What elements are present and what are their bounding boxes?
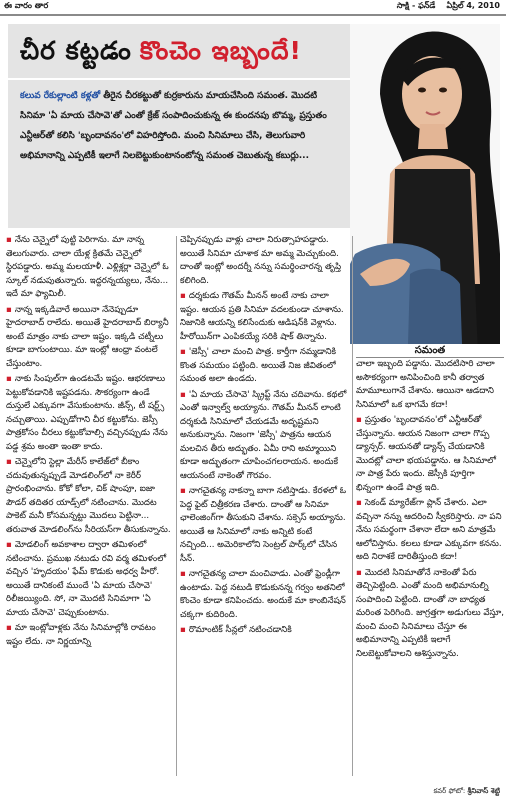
article-column-1 — [6, 234, 172, 651]
article-paragraph: ▪ నాగచైతన్య చాలా మంచివాడు. ఎంతో ఫ్రెండ్లీగా ఉంటాడు. పెద్ద నటుడి కొడుకునన్న గర్వం అతనిలో కొంచెం కూడా కనిపించదు. అందుకే మా కాంబినేషన్ చక్కగా కుదిరింది. — [180, 568, 348, 622]
intro-highlight: కలువ రేకుల్లాంటి కళ్లతో — [20, 91, 101, 101]
article-column-3 — [356, 358, 504, 663]
cover-photo — [350, 24, 500, 344]
article-paragraph: ▪ మొదటి సినిమాతోనే నాకెంతో పేరు తెచ్చిపెట్టింది. ఎంతో మంది అభిమానుల్ని సంపాదించి పెట్టింది. దాంతో నా బాధ్యత మరింత పెరిగింది. జాగ్రత్తగా అడుగులు వేస్తూ, మంచి మంచి సినిమాలు చేస్తూ ఈ అభిమానాన్ని ఎప్పటికీ ఇలాగే నిలబెట్టుకోవాలని ఆశిస్తున్నాను. — [356, 567, 504, 662]
article-paragraph: ▪ ప్రస్తుతం 'బృందావనం'లో ఎన్టీఆర్‌తో చేస్తున్నాను. ఆయన నిజంగా చాలా గొప్ప డ్యాన్సర్. ఆయనతో డ్యాన్స్ చేయడానికి మొదట్లో చాలా భయపడ్డాను. ఆ సినిమాలో నా పాత్ర పేరు ఇందు. జెస్సీకి పూర్తిగా భిన్నంగా ఉండే పాత్ర ఇది. — [356, 414, 504, 495]
title-divider — [8, 78, 350, 80]
article-paragraph: ▪ మా ఇంట్లోవాళ్లకు నేను సినిమాల్లోకి రావటం ఇష్టం లేదు. నా నిర్ణయాన్ని — [6, 622, 172, 649]
publication-name: సాక్షి - ఫన్‌డే — [396, 1, 436, 10]
column-divider-2 — [352, 236, 353, 776]
photo-credit-name: శ్రీనివాస్ శెట్టి — [467, 787, 500, 795]
header-rule — [0, 14, 506, 16]
interviewee-name: సమంత — [356, 344, 504, 358]
article-paragraph: ▪ నాన్న ఇక్కడివారే అయినా నేనెప్పుడూ హైదరాబాద్ రాలేదు. అయితే హైదరాబాద్ బిర్యానీ అంటే మాత్రం నాకు చాలా ఇష్టం. ఇక్కడి చట్నీలు కూడా బాగుంటాయి. మా ఇంట్లో ఆంధ్రా వంటలే చేస్తుంటాం. — [6, 304, 172, 372]
article-paragraph: ▪ 'జెస్సీ' చాలా మంచి పాత్ర. కార్తీగా నమ్మడానికి కొంత సమయం పట్టింది. అయితే నిజ జీవితంలో సమంత అలా ఉండదు. — [180, 346, 348, 387]
issue-date: ఏప్రిల్ 4, 2010 — [446, 1, 500, 10]
publication-date-line — [397, 1, 500, 12]
section-label: ఈ వారం తార — [4, 1, 49, 10]
article-paragraph: చాలా ఇబ్బంది పడ్డాను. మొదటిసారి చాలా అసౌకర్యంగా అనిపించింది కానీ తర్వాత మామూలుగానే చేశాను. ఆయినా ఆడదాని సినిమాలో ఒక భాగమే కదా! — [356, 359, 495, 410]
article-column-2 — [180, 234, 348, 640]
article-paragraph: ▪ నాగచైతన్య నాకన్నా బాగా నటిస్తాడు. కేరళలో ఓ పెద్ద ఫైట్ చిత్రీకరణ చేశారు. దాంతో ఆ సినిమా ఛాలెంజింగ్‌గా తీసుకుని చేశాను. సక్సెస్ అయ్యాను. అయితే ఆ సినిమాలో నాకు అన్నిటి కంటే నచ్చింది... అమెరికాలోని సెంట్రల్ పార్క్‌లో చేసిన సీన్. — [180, 485, 348, 566]
column-divider-1 — [176, 236, 177, 776]
title-part-red: కొంచెం ఇబ్బందే! — [139, 36, 302, 65]
article-paragraph: ▪ నేను చెన్నైలో పుట్టి పెరిగాను. మా నాన్న తెలుగువారు. చాలా యేళ్ల క్రితమే చెన్నైలో స్థిరపడ్డారు. అమ్మ మలయాళీ. ఎళ్లిశ్లర్లా చెన్నైలో ఓ స్కూల్ నడుపుతున్నారు. ఇద్దరన్నయ్యలు, నేను... ఇదే మా ఫ్యామిలీ. — [6, 234, 172, 302]
article-paragraph: ▪ నాకు సింపుల్‌గా ఉండటమే ఇష్టం. ఆభరణాలు పెట్టుకోవడానికి ఇష్టపడను. సౌకర్యంగా ఉండే దుస్తులే ఎక్కువగా వేసుకుంటాను. జీన్స్, టీ షర్ట్స్ నచ్చుతాయి. ఎప్పుడోగాని చీర కట్టుకోను. జెస్సీ పాత్రకోసం చీరలు కట్టుకోవాల్సి వచ్చినప్పుడు నేను పడ్డ శ్రమ అంతా ఇంతా కాదు. — [6, 373, 172, 454]
article-intro — [20, 86, 342, 166]
article-paragraph: చెప్పినప్పుడు వాళ్లు చాలా నిరుత్సాహపడ్డారు. అయితే సినిమా చూశాక మా అమ్మ మెచ్చుకుంది. దాంతో ఇంట్లో అందర్నీ నన్ను సమర్థించారన్న తృప్తి కలిగింది. — [180, 235, 342, 286]
article-paragraph: ▪ 'ఏ మాయ చేసావె' స్క్రిప్ట్ నేను చదివాను. కథలో ఎంతో ఇన్వాల్వ్ అయ్యాను. గౌతమ్ మీనన్ లాంటి దర్శకుడి సినిమాలో చేయడమే అదృష్టమని అనుకున్నాను. నిజంగా 'జెస్సీ' పాత్రను ఆయన మలచిన తీరు అద్భుతం. ఏమీ రాని అమ్మాయిని కూడా అద్భుతంగా చూపించగలరాయన. అందుకే ఆయనంటే నాకెంతో గౌరవం. — [180, 389, 348, 484]
title-part-black: చీర కట్టడం — [20, 36, 132, 65]
article-paragraph: ▪ రొమాంటిక్ సీన్లలో నటించడానికి — [180, 624, 348, 638]
article-title — [20, 36, 302, 72]
article-paragraph: ▪ మోడలింగ్ అవకాశాల ద్వారా తమిళంలో నటించాను. ప్రముఖ నటుడు రవి వర్మ తమిళంలో వచ్చిన 'హృదయం' ఫేమ్ కొడుకు అధర్వ హీరో. అయితే దానికంటే ముందే 'ఏ మాయ చేసావె' రిలీజయ్యింది. సో, నా మొదటి సినిమాగా 'ఏ మాయ చేసావె' చెప్పుకుంటాను. — [6, 539, 172, 620]
article-paragraph: ▪ సెకండ్ మ్యారేజ్‌గా ప్లాన్ చేశారు. ఎలా వచ్చినా నన్ను ఆదరించి స్వీకరిస్తారు. నా పని నేను సమర్థంగా చేశానా లేదా అని మాత్రమే ఆలోచిస్తాను. కలలు కూడా ఎక్కువగా కనను. అది నిరాశకే దారితీస్తుంది కదా! — [356, 497, 504, 565]
intro-body: తీరైన చీరకట్టుతో కుర్రకారును మాయచేసింది సమంత. మొదటి సినిమా 'ఏ మాయ చేసావె'తో ఎంతో క్రేజ్ సంపాదించుకున్న ఈ కుందనపు బొమ్మ, ప్రస్తుతం ఎన్టీఆర్‌తో కలిసి 'బృందావనం'లో విహరిస్తోంది. మంచి సినిమాలు చేసి, తెలుగువారి అభిమానాన్ని ఎప్పటికీ ఇలాగే నిలబెట్టుకుంటానంటోన్న సమంత చెబుతున్న కబుర్లు... — [20, 91, 327, 161]
photo-credit — [434, 787, 501, 797]
page-header — [0, 0, 506, 14]
article-paragraph: ▪ చెన్నైలోని స్టెల్లా మేరీస్ కాలేజ్‌లో బీకాం చదువుతున్నప్పుడే మోడలింగ్‌లో నా కెరీర్ ప్రారంభించాను. కోకో కోలా, చిక్ షాంపూ, ఐజా పౌడర్ తదితర యాడ్స్‌లో నటించాను. మొదట పాకెట్ మనీ కోసమన్నట్టు మొదలు పెట్టినా... తరువాత మోడలింగ్‌ను సీరియస్‌గా తీసుకున్నాను. — [6, 456, 172, 537]
article-paragraph: ▪ దర్శకుడు గౌతమ్ మీనన్ అంటే నాకు చాలా ఇష్టం. ఆయన ప్రతి సినిమా వదలకుండా చూశాను. నిజానికి ఆయన్ని కలిసేందుకు ఆడిషన్‌కి వెళ్లాను. హీరోయిన్‌గా ఎంపికయ్యే సరికి షాక్ తిన్నాను. — [180, 290, 348, 344]
photo-credit-label: కవర్ ఫోటో: — [433, 787, 466, 795]
header-separator — [438, 1, 444, 10]
